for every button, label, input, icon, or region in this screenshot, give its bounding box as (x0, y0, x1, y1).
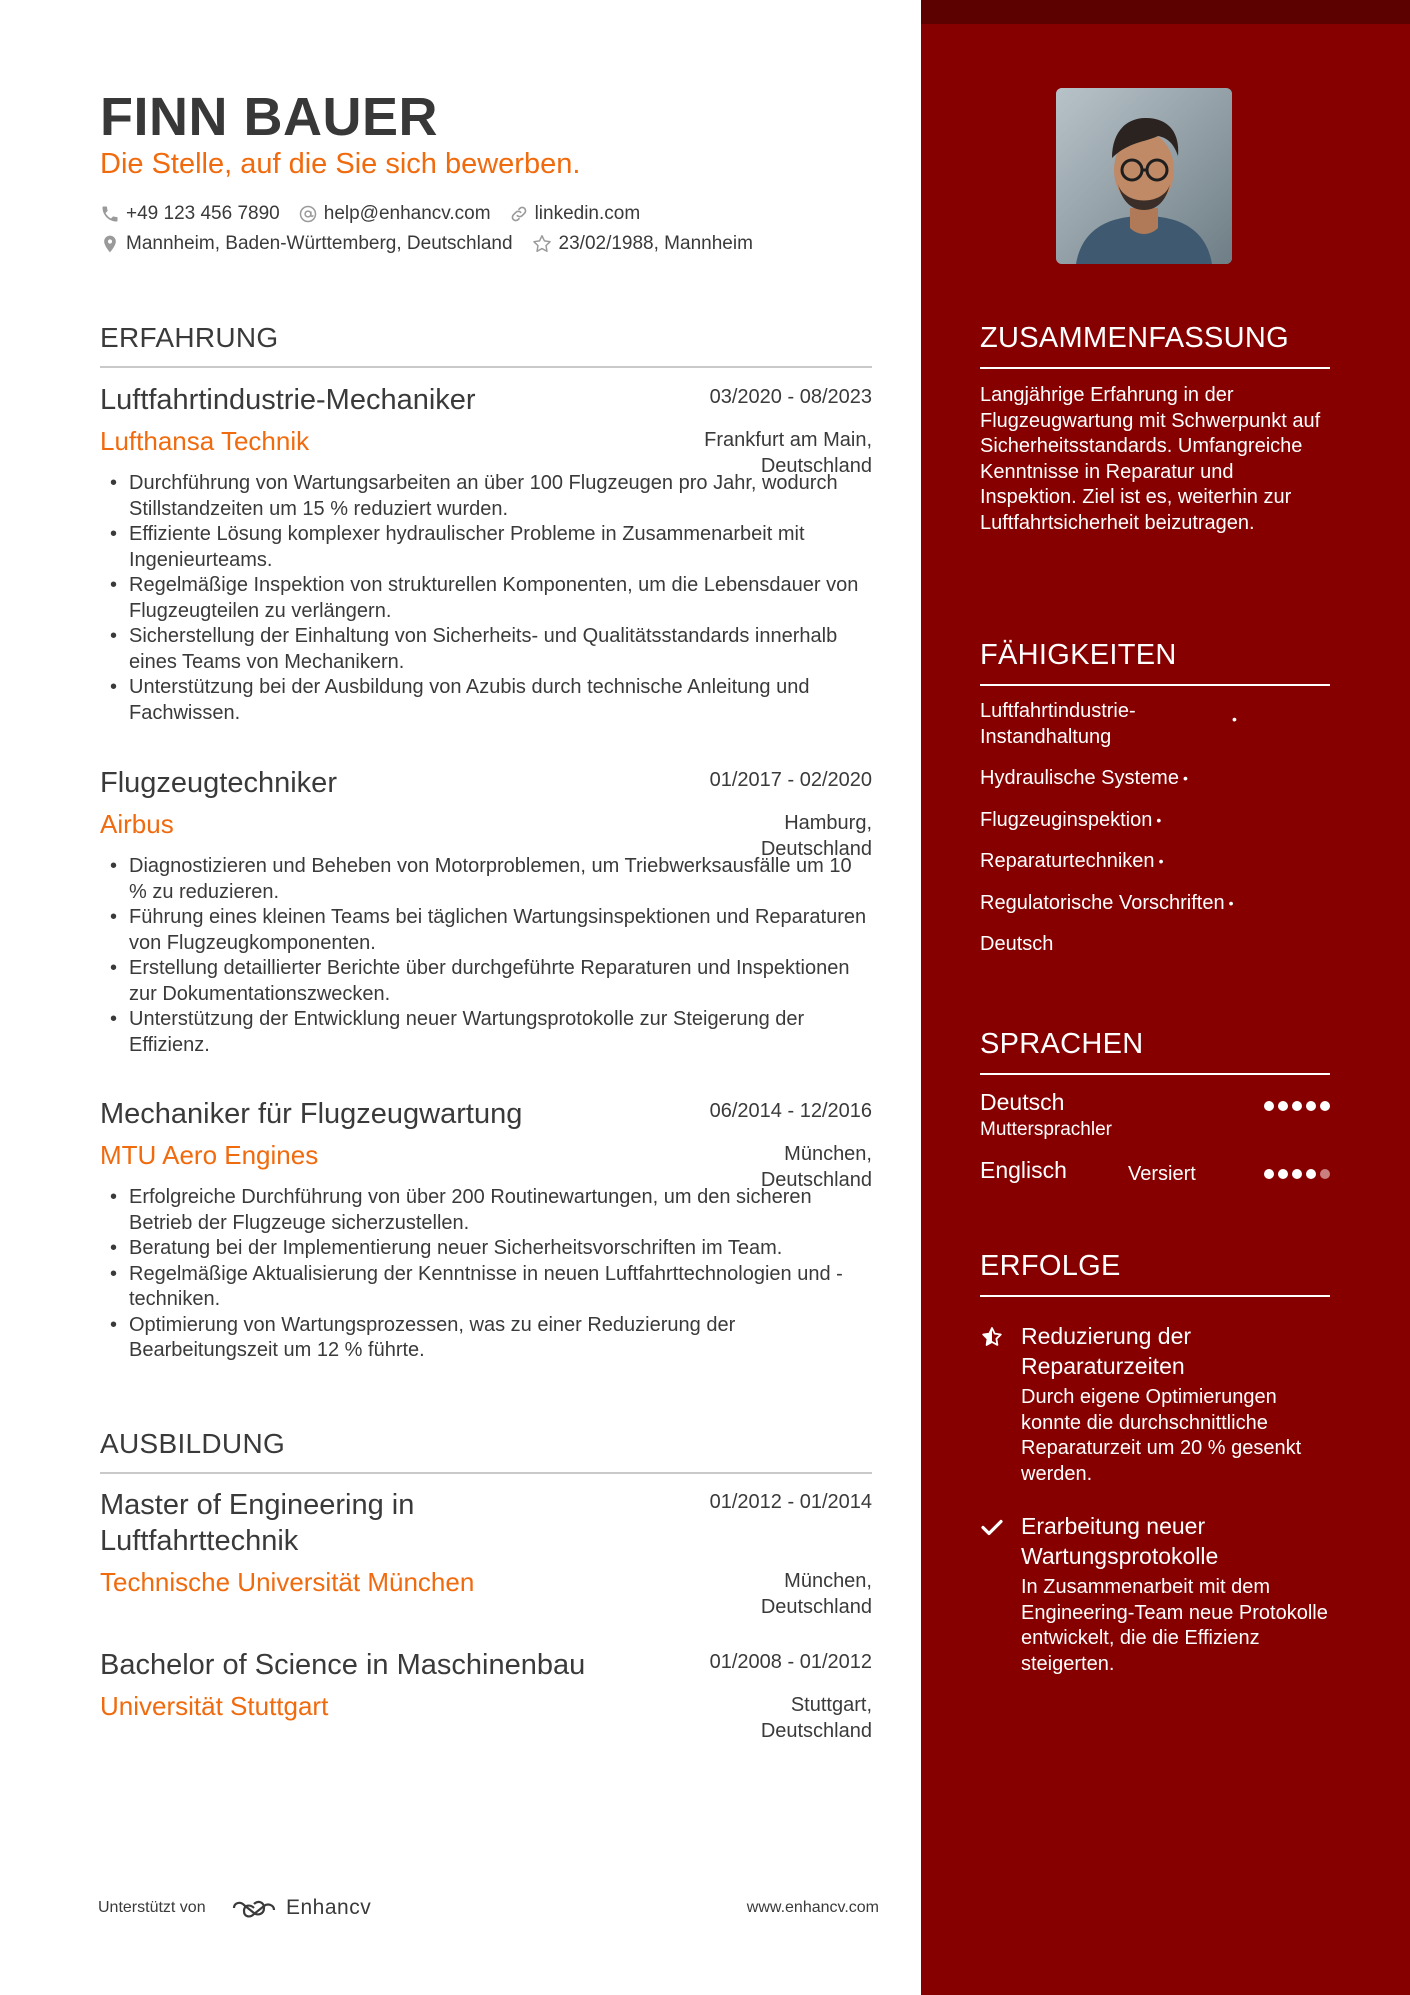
rating-dot-filled (1292, 1169, 1302, 1179)
job-bullets (100, 471, 872, 726)
contact-linkedin (509, 203, 641, 225)
rating-dot-empty (1320, 1169, 1330, 1179)
rating-dot-filled (1264, 1101, 1274, 1111)
degree-title: Master of Engineering in Luftfahrttechnik (100, 1489, 415, 1557)
footer (98, 1896, 879, 1922)
language-rating (1264, 1169, 1330, 1179)
language-row (980, 1157, 1330, 1199)
bullet: • Optimierung von Wartungsprozessen, was zu einer Reduzierung der Bearbeitungszeit um 12 % führte. (100, 1313, 872, 1364)
contact-row-2 (100, 233, 771, 255)
job-bullets (100, 1185, 872, 1364)
rating-dot-filled (1292, 1101, 1302, 1111)
job-bullets (100, 854, 872, 1058)
bullet: • Regelmäßige Aktualisierung der Kenntnisse in neuen Luftfahrttechnologien und -techniken. (100, 1262, 872, 1313)
achievement-title: Reduzierung der Reparaturzeiten (1021, 1323, 1192, 1379)
profile-photo (1056, 88, 1232, 264)
school-location: Stuttgart, Deutschland (760, 1694, 872, 1742)
language-name: Deutsch (980, 1089, 1065, 1115)
experience-entry (100, 765, 872, 1058)
languages-title: SPRACHEN (980, 1028, 1330, 1075)
skills-title: FÄHIGKEITEN (980, 639, 1330, 686)
star-icon (531, 233, 553, 255)
experience-entry (100, 1096, 872, 1364)
bullet: • Unterstützung bei der Ausbildung von Azubis durch technische Anleitung und Fachwissen. (100, 675, 872, 726)
skill-item: Flugzeuginspektion • (980, 808, 1162, 831)
degree-date: 01/2012 - 01/2014 (709, 1491, 872, 1513)
education-entry (100, 1487, 872, 1618)
summary-text: Langjährige Erfahrung in der Flugzeugwartung mit Schwerpunkt auf Sicherheitsstandards. Umfangreiche Kenntnisse in Reparatur und Inspektion. Ziel ist es, weiterhin zur Luftfahrtsicherheit beizutragen. (980, 384, 1321, 534)
birth-text: 23/02/1988, Mannheim (558, 233, 753, 254)
powered-by-text: Unterstützt von (98, 1899, 206, 1916)
rating-dot-filled (1306, 1169, 1316, 1179)
job-title: Mechaniker für Flugzeugwartung (100, 1098, 523, 1130)
skill-item: Regulatorische Vorschriften • (980, 891, 1234, 914)
skill-item: Deutsch (980, 933, 1054, 956)
website-link[interactable]: www.enhancv.com (746, 1899, 879, 1916)
contact-birth (531, 233, 753, 255)
brand-logo[interactable] (230, 1896, 371, 1920)
resume-sidebar (921, 0, 1410, 1995)
linkedin-text[interactable]: linkedin.com (534, 203, 641, 224)
rating-dot-filled (1264, 1169, 1274, 1179)
summary-section (980, 322, 1330, 536)
language-rating (1264, 1101, 1330, 1111)
star-half-icon (980, 1325, 1004, 1349)
language-row (980, 1089, 1330, 1140)
phone-icon (100, 204, 120, 224)
job-location: Hamburg, Deutschland (760, 812, 872, 860)
school-name: Technische Universität München (100, 1567, 475, 1597)
contact-email (298, 203, 491, 225)
bullet: • Sicherstellung der Einhaltung von Sicherheits- und Qualitätsstandards innerhalb eines Teams von Mechanikern. (100, 624, 872, 675)
link-icon (509, 204, 529, 224)
achievement-desc: In Zusammenarbeit mit dem Engineering-Team neue Protokolle entwickelt, die die Effizienz steigerten. (1021, 1576, 1328, 1675)
bullet: • Erfolgreiche Durchführung von über 200 Routinewartungen, um den sicheren Betrieb der Flugzeuge sicherzustellen. (100, 1185, 872, 1236)
job-title: Luftfahrtindustrie-Mechaniker (100, 384, 476, 416)
avatar-portrait (1056, 88, 1232, 264)
sidebar-top-band (921, 0, 1410, 24)
skill-item: Reparaturtechniken • (980, 850, 1164, 873)
bullet: • Diagnostizieren und Beheben von Motorproblemen, um Triebwerksausfälle um 10 % zu reduzieren. (100, 854, 872, 905)
job-company: MTU Aero Engines (100, 1140, 319, 1170)
job-date: 06/2014 - 12/2016 (709, 1100, 872, 1122)
experience-section-title: ERFAHRUNG (100, 322, 872, 368)
education-section-title: AUSBILDUNG (100, 1428, 872, 1474)
contact-row-1 (100, 203, 658, 225)
school-name: Universität Stuttgart (100, 1691, 329, 1721)
enhancv-logo-icon (230, 1896, 278, 1920)
achievement-desc: Durch eigene Optimierungen konnte die durchschnittliche Reparaturzeit um 20 % gesenkt werden. (1021, 1386, 1302, 1485)
location-pin-icon (100, 234, 120, 254)
experience-entry (100, 382, 872, 726)
education-entry (100, 1647, 872, 1742)
contact-phone (100, 203, 280, 225)
job-date: 03/2020 - 08/2023 (709, 386, 872, 408)
language-name: Englisch (980, 1157, 1067, 1183)
bullet: • Unterstützung der Entwicklung neuer Wartungsprotokolle zur Steigerung der Effizienz. (100, 1007, 872, 1058)
skills-list (980, 699, 1330, 958)
skill-item: Hydraulische Systeme • (980, 767, 1188, 790)
job-company: Lufthansa Technik (100, 426, 310, 456)
bullet: • Führung eines kleinen Teams bei täglichen Wartungsinspektionen und Reparaturen von Flugzeugkomponenten. (100, 905, 872, 956)
language-level: Muttersprachler (980, 1119, 1112, 1140)
phone-text: +49 123 456 7890 (126, 203, 280, 224)
job-headline: Die Stelle, auf die Sie sich bewerben. (100, 148, 581, 180)
job-location: Frankfurt am Main, Deutschland (704, 429, 872, 477)
rating-dot-filled (1278, 1101, 1288, 1111)
contact-location (100, 233, 513, 255)
achievements-title: ERFOLGE (980, 1250, 1330, 1297)
degree-date: 01/2008 - 01/2012 (709, 1651, 872, 1673)
job-location: München, Deutschland (760, 1143, 872, 1191)
skill-item: Luftfahrtindustrie-Instandhaltung • (980, 700, 1237, 748)
language-level: Versiert (1128, 1163, 1196, 1185)
brand-name: Enhancv (286, 1896, 372, 1919)
at-icon (298, 204, 318, 224)
job-company: Airbus (100, 809, 174, 839)
job-title: Flugzeugtechniker (100, 767, 337, 799)
candidate-name: FINN BAUER (100, 87, 438, 147)
achievement-item (980, 1321, 1330, 1487)
rating-dot-filled (1278, 1169, 1288, 1179)
rating-dot-filled (1306, 1101, 1316, 1111)
summary-title: ZUSAMMENFASSUNG (980, 322, 1330, 369)
checkmark-icon (980, 1515, 1004, 1539)
school-location: München, Deutschland (760, 1570, 872, 1618)
location-text: Mannheim, Baden-Württemberg, Deutschland (126, 233, 513, 254)
job-date: 01/2017 - 02/2020 (709, 769, 872, 791)
bullet: • Beratung bei der Implementierung neuer Sicherheitsvorschriften im Team. (100, 1236, 872, 1262)
achievement-title: Erarbeitung neuer Wartungsprotokolle (1021, 1513, 1219, 1569)
bullet: • Regelmäßige Inspektion von strukturellen Komponenten, um die Lebensdauer von Flugzeugteilen zu verlängern. (100, 573, 872, 624)
skills-section (980, 639, 1330, 958)
bullet: • Effiziente Lösung komplexer hydraulischer Probleme in Zusammenarbeit mit Ingenieurteams. (100, 522, 872, 573)
bullet: • Durchführung von Wartungsarbeiten an über 100 Flugzeugen pro Jahr, wodurch Stillstandzeiten um 15 % reduziert wurden. (100, 471, 872, 522)
achievement-item (980, 1511, 1330, 1677)
email-text[interactable]: help@enhancv.com (323, 203, 491, 224)
achievements-section (980, 1250, 1330, 1677)
bullet: • Erstellung detaillierter Berichte über durchgeführte Reparaturen und Inspektionen zur Dokumentationszwecken. (100, 956, 872, 1007)
languages-section (980, 1028, 1330, 1199)
degree-title: Bachelor of Science in Maschinenbau (100, 1649, 586, 1681)
rating-dot-filled (1320, 1101, 1330, 1111)
